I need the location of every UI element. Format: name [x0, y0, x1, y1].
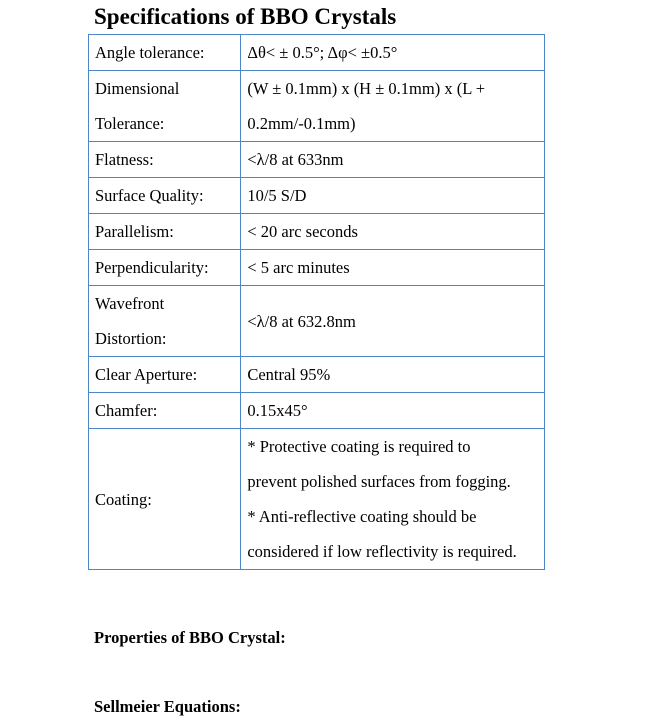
- specifications-table: [88, 34, 545, 570]
- spec-value: [241, 71, 545, 142]
- spec-label: [89, 71, 241, 142]
- spec-value: < 20 arc seconds: [241, 214, 545, 250]
- spec-value: 10/5 S/D: [241, 178, 545, 214]
- spec-label-line: Tolerance:: [95, 114, 165, 133]
- spec-value-line: prevent polished surfaces from fogging.: [247, 472, 511, 491]
- table-row: [89, 286, 545, 357]
- spec-label: Parallelism:: [89, 214, 241, 250]
- table-row: [89, 71, 545, 142]
- spec-value-line: * Protective coating is required to: [247, 437, 471, 456]
- table-row: [89, 178, 545, 214]
- spec-label-line: Distortion:: [95, 329, 167, 348]
- spec-label: Perpendicularity:: [89, 250, 241, 286]
- spec-value-line: * Anti-reflective coating should be: [247, 507, 477, 526]
- spec-label: Angle tolerance:: [89, 35, 241, 71]
- spec-label: Surface Quality:: [89, 178, 241, 214]
- table-row: [89, 250, 545, 286]
- table-row: [89, 429, 545, 570]
- spec-label-line: Dimensional: [95, 79, 180, 98]
- spec-value-line: 0.2mm/-0.1mm): [247, 114, 356, 133]
- section-heading-properties: Properties of BBO Crystal:: [94, 628, 286, 647]
- page-title: Specifications of BBO Crystals: [94, 4, 397, 29]
- spec-value-line: (W ± 0.1mm) x (H ± 0.1mm) x (L +: [247, 79, 486, 98]
- table-row: [89, 214, 545, 250]
- table-row: [89, 357, 545, 393]
- table-row: [89, 393, 545, 429]
- table-row: [89, 142, 545, 178]
- spec-label: Clear Aperture:: [89, 357, 241, 393]
- spec-value: <λ/8 at 632.8nm: [241, 286, 545, 357]
- spec-label: Coating:: [89, 429, 241, 570]
- spec-label: [89, 286, 241, 357]
- spec-label: Flatness:: [89, 142, 241, 178]
- spec-value: < 5 arc minutes: [241, 250, 545, 286]
- table-row: [89, 35, 545, 71]
- spec-label-line: Wavefront: [95, 294, 165, 313]
- spec-label: Chamfer:: [89, 393, 241, 429]
- spec-value-line: considered if low reflectivity is required.: [247, 542, 517, 561]
- spec-value: 0.15x45°: [241, 393, 545, 429]
- spec-value: [241, 429, 545, 570]
- spec-value: Δθ< ± 0.5°; Δφ< ±0.5°: [241, 35, 545, 71]
- section-heading-sellmeier: Sellmeier Equations:: [94, 697, 241, 716]
- spec-value: <λ/8 at 633nm: [241, 142, 545, 178]
- spec-value: Central 95%: [241, 357, 545, 393]
